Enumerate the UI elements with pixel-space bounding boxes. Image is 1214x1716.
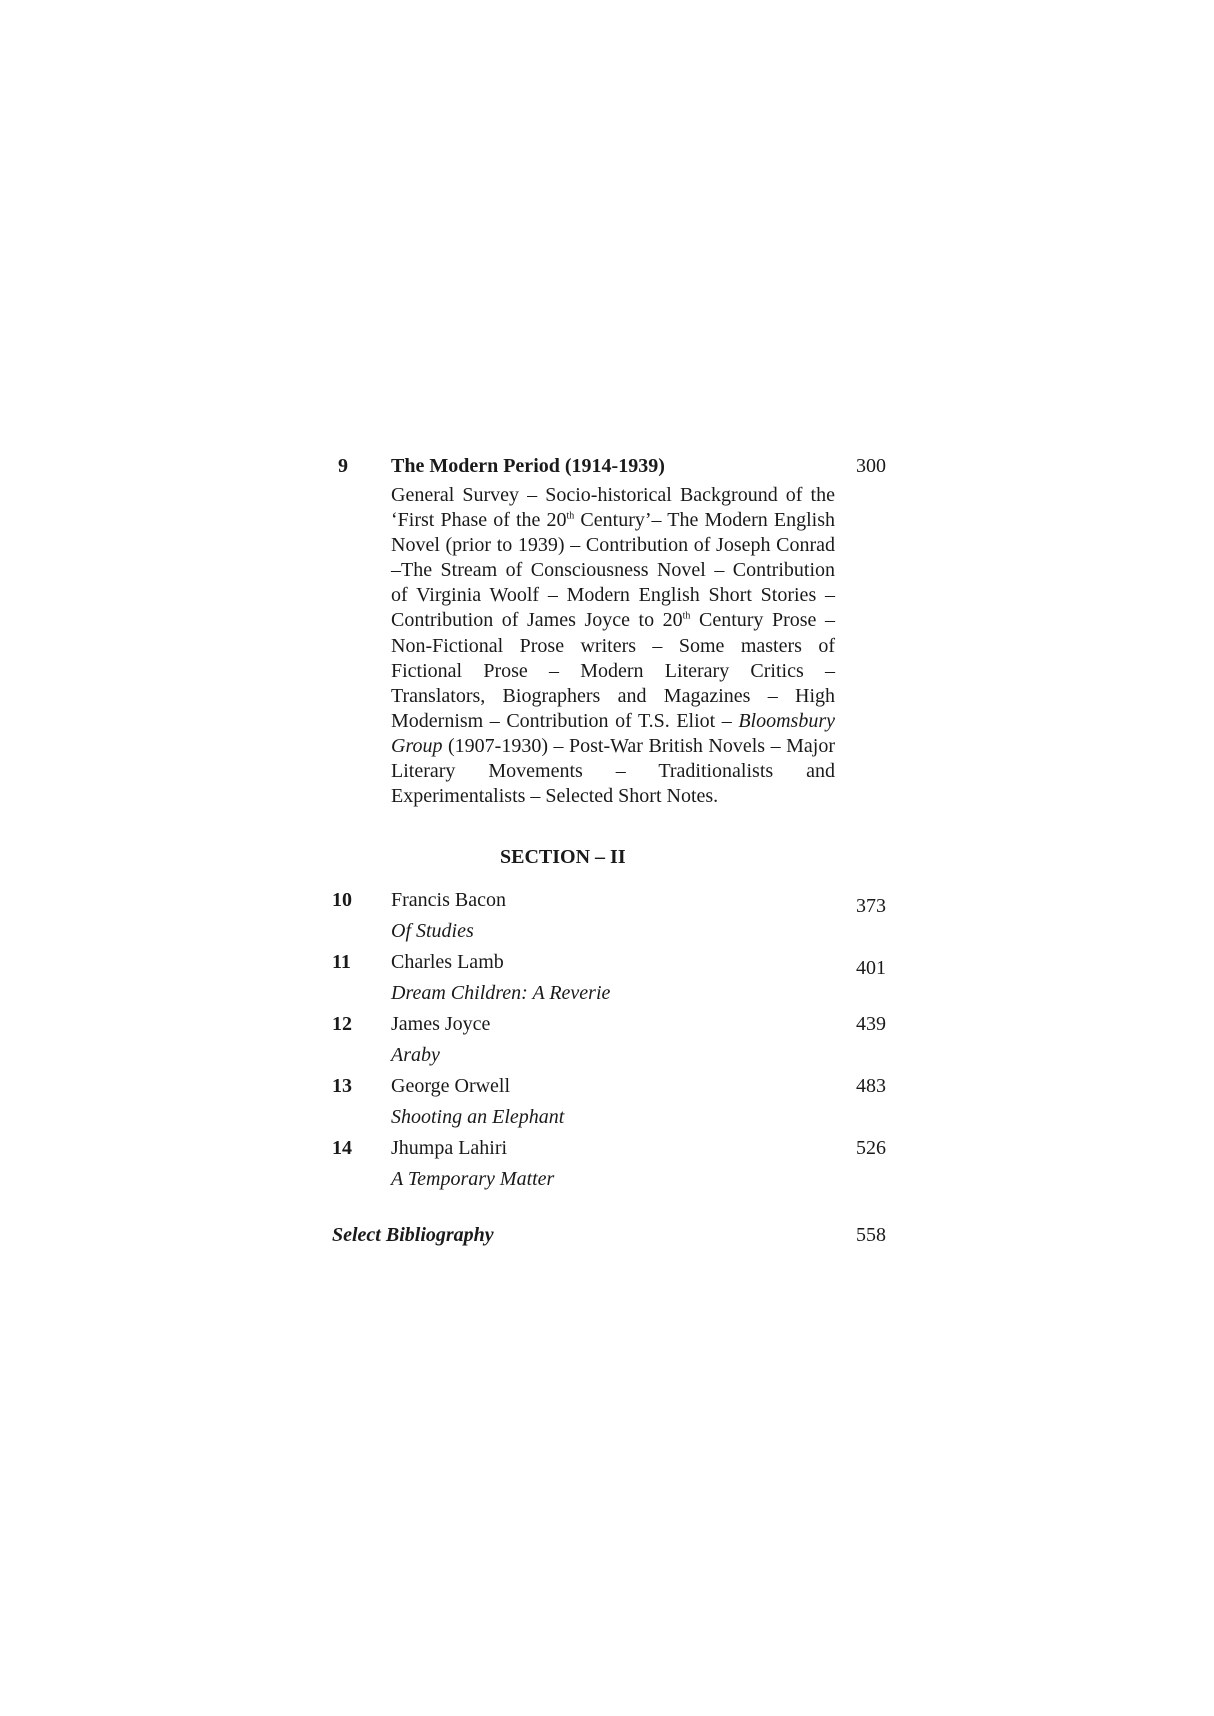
chapter-title: The Modern Period (1914-1939) bbox=[391, 455, 665, 477]
chapter-description bbox=[391, 483, 835, 809]
chapter-number: 9 bbox=[338, 455, 348, 477]
desc-text: General Survey – Socio-historical Background of the ‘First Phase of the 20 bbox=[391, 484, 835, 532]
bibliography-label: Select Bibliography bbox=[332, 1224, 494, 1246]
bibliography-page-number: 558 bbox=[856, 1224, 886, 1246]
entry-work-title: Dream Children: A Reverie bbox=[391, 982, 611, 1004]
entry-page-number: 439 bbox=[856, 1013, 886, 1035]
entry-page-number: 373 bbox=[856, 895, 886, 917]
entry-work-title: Of Studies bbox=[391, 920, 474, 942]
entry-number: 12 bbox=[332, 1013, 352, 1035]
entry-author: Jhumpa Lahiri bbox=[391, 1137, 508, 1159]
entry-work-title: Shooting an Elephant bbox=[391, 1106, 565, 1128]
desc-text: (1907-1930) – Post-War British Novels – Major Literary Movements – Traditionalists and Experimentalists – Selected Short Notes. bbox=[391, 734, 835, 808]
entry-number: 13 bbox=[332, 1075, 352, 1097]
entry-work-title: A Temporary Matter bbox=[391, 1168, 555, 1190]
entry-author: Francis Bacon bbox=[391, 889, 506, 911]
entry-page-number: 483 bbox=[856, 1075, 886, 1097]
desc-superscript: th bbox=[566, 510, 575, 522]
entry-author: Charles Lamb bbox=[391, 951, 504, 973]
chapter-page-number: 300 bbox=[856, 455, 886, 477]
entry-page-number: 401 bbox=[856, 957, 886, 979]
desc-text: Century’– The Modern English Novel (prior to 1939) – Contribution of Joseph Conrad –The Stream of Consciousness Novel – Contribution of Virginia Woolf – Modern English Short Stories – Contribution of James Joyce to 20 bbox=[391, 509, 836, 632]
section-heading: SECTION – II bbox=[500, 846, 626, 868]
desc-italic-text: Bloomsbury Group bbox=[391, 709, 835, 757]
entry-number: 10 bbox=[332, 889, 352, 911]
entry-number: 14 bbox=[332, 1137, 352, 1159]
entry-page-number: 526 bbox=[856, 1137, 886, 1159]
entry-author: George Orwell bbox=[391, 1075, 511, 1097]
entry-number: 11 bbox=[332, 951, 351, 973]
desc-superscript: th bbox=[682, 610, 691, 622]
entry-work-title: Araby bbox=[391, 1044, 440, 1066]
desc-text: Century Prose – Non-Fictional Prose writers – Some masters of Fictional Prose – Modern Literary Critics – Translators, Biographers and Magazines – High Modernism – Contribution of T.S. Eliot – bbox=[391, 609, 835, 732]
entry-author: James Joyce bbox=[391, 1013, 491, 1035]
